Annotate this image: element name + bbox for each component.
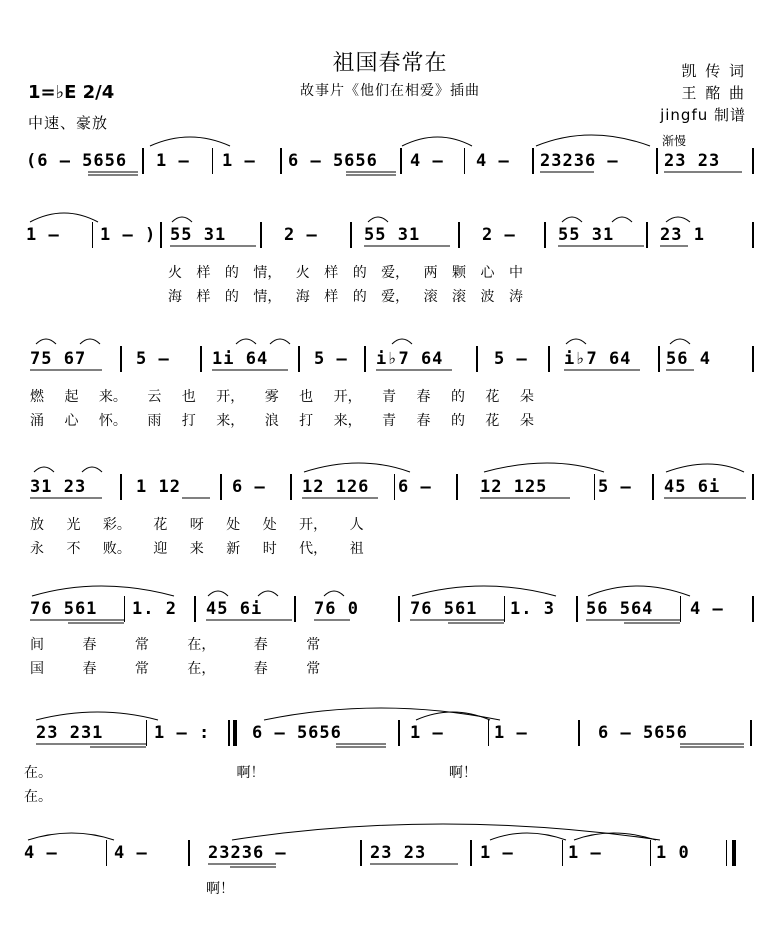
barline [646, 222, 648, 248]
barline [548, 346, 550, 372]
score-row-5 [24, 594, 756, 624]
barline [398, 720, 400, 746]
measure: 23236 – [540, 151, 619, 171]
barline [260, 222, 262, 248]
measure: 5 – [494, 349, 528, 369]
lyric-line: 涌 心 怀。 雨 打 来， 浪 打 来， 青 春 的 花 朵 [30, 413, 534, 429]
barline [350, 222, 352, 248]
barline [200, 346, 202, 372]
lyricist-credit: 凯 传 词 [681, 62, 746, 80]
barline [146, 720, 147, 746]
score-row-3 [24, 344, 756, 374]
barline [294, 596, 296, 622]
measure: 2 – [482, 225, 516, 245]
lyrics-verse-1 [24, 762, 756, 782]
barline [652, 474, 654, 500]
measure: i♭7 64 [376, 349, 444, 369]
measure: 1i 64 [212, 349, 269, 369]
score-row-4 [24, 472, 756, 502]
tie-arc [150, 137, 230, 146]
measure: 6 – 5656 [252, 723, 342, 743]
lyrics-verse-1 [24, 514, 756, 534]
lyric-line: 放 光 彩。 花 呀 处 处 开， 人 [30, 517, 364, 533]
barline [504, 596, 505, 622]
tie-arc [402, 137, 472, 146]
lyrics-verse-1 [24, 878, 756, 898]
measure: 5 – [314, 349, 348, 369]
barline [464, 148, 465, 174]
measure: 6 – 5656 [598, 723, 688, 743]
barline [458, 222, 460, 248]
lyrics-verse-2 [24, 286, 756, 306]
tie-arc [536, 135, 650, 146]
measure: i♭7 64 [564, 349, 632, 369]
song-subtitle: 故事片《他们在相爱》插曲 [300, 83, 480, 99]
measure: 45 6i [206, 599, 263, 619]
barline [364, 346, 366, 372]
barline [470, 840, 472, 866]
lyric-line: 啊！ [206, 881, 234, 897]
measure: 1 – ) [100, 225, 157, 245]
repeat-barline [233, 720, 237, 746]
barline [188, 840, 190, 866]
measure: 4 – [410, 151, 444, 171]
transcriber-credit: jingfu 制谱 [660, 106, 746, 124]
measure: 76 561 [30, 599, 98, 619]
barline [298, 346, 300, 372]
measure: 76 561 [410, 599, 478, 619]
measure: 12 125 [480, 477, 548, 497]
measure: 4 – [476, 151, 510, 171]
tie-arc [304, 463, 410, 472]
barline [120, 474, 122, 500]
measure: 1. 2 [132, 599, 177, 619]
measure: 1 12 [136, 477, 181, 497]
barline [220, 474, 222, 500]
measure: 23 231 [36, 723, 104, 743]
lyrics-verse-2 [24, 538, 756, 558]
measure: 76 0 [314, 599, 359, 619]
barline [680, 596, 681, 622]
barline [488, 720, 489, 746]
barline [656, 148, 658, 174]
measure: 31 23 [30, 477, 87, 497]
barline [194, 596, 196, 622]
lyric-line: 燃 起 来。 云 也 开， 雾 也 开， 青 春 的 花 朵 [30, 389, 534, 405]
barline [124, 596, 125, 622]
measure: 56 564 [586, 599, 654, 619]
barline [544, 222, 546, 248]
measure: 55 31 [558, 225, 615, 245]
barline [400, 148, 402, 174]
measure: 23 23 [664, 151, 721, 171]
lyrics-verse-2 [24, 410, 756, 430]
measure: 6 – 5656 [288, 151, 378, 171]
measure: 4 – [114, 843, 148, 863]
measure: 5 – [136, 349, 170, 369]
lyric-line: 国 春 常 在， 春 常 [30, 661, 321, 677]
barline [576, 596, 578, 622]
measure: 12 126 [302, 477, 370, 497]
barline [92, 222, 93, 248]
barline [752, 596, 754, 622]
barline [532, 148, 534, 174]
barline [212, 148, 213, 174]
measure: 6 – [398, 477, 432, 497]
score-row-1 [24, 146, 756, 176]
barline [120, 346, 122, 372]
measure: 23236 – [208, 843, 287, 863]
measure: 23 1 [660, 225, 705, 245]
barline [394, 474, 395, 500]
lyric-line: 永 不 败。 迎 来 新 时 代， 祖 [30, 541, 364, 557]
barline [752, 346, 754, 372]
tie-arc [666, 464, 744, 472]
measure: 1 – : [154, 723, 211, 743]
barline [476, 346, 478, 372]
barline [750, 720, 752, 746]
score-row-7 [24, 838, 756, 868]
measure: 55 31 [364, 225, 421, 245]
measure: 55 31 [170, 225, 227, 245]
barline [578, 720, 580, 746]
barline [280, 148, 282, 174]
measure: (6 – 5656 [26, 151, 128, 171]
measure: 6 – [232, 477, 266, 497]
measure: 1 – [222, 151, 256, 171]
tie-arc [484, 463, 604, 472]
measure: 1 – [480, 843, 514, 863]
measure: 1 0 [656, 843, 690, 863]
measure: 1 – [494, 723, 528, 743]
lyric-line: 在。 [24, 789, 52, 805]
measure: 1. 3 [510, 599, 555, 619]
barline [142, 148, 144, 174]
barline [360, 840, 362, 866]
measure: 5 – [598, 477, 632, 497]
barline [752, 222, 754, 248]
measure: 4 – [24, 843, 58, 863]
barline [562, 840, 563, 866]
barline [752, 474, 754, 500]
measure: 75 67 [30, 349, 87, 369]
final-barline [726, 840, 727, 866]
tempo-marking: 中速、豪放 [28, 114, 109, 132]
lyric-line: 海 样 的 情， 海 样 的 爱， 滚 滚 波 涛 [168, 289, 523, 305]
lyrics-verse-1 [24, 634, 756, 654]
score-row-2 [24, 220, 756, 250]
measure: 1 – [568, 843, 602, 863]
composer-credit: 王 酩 曲 [681, 84, 746, 102]
lyrics-verse-1 [24, 386, 756, 406]
measure: 1 – [156, 151, 190, 171]
barline [650, 840, 651, 866]
lyrics-verse-1 [24, 262, 756, 282]
measure: 45 6i [664, 477, 721, 497]
barline [106, 840, 107, 866]
measure: 23 23 [370, 843, 427, 863]
lyric-line: 在。 啊！ 啊！ [24, 765, 477, 781]
lyrics-verse-2 [24, 658, 756, 678]
score-row-6 [24, 718, 756, 748]
tempo-change-marking: 渐慢 [662, 134, 687, 148]
barline [456, 474, 458, 500]
barline [398, 596, 400, 622]
song-title: 祖国春常在 [332, 51, 448, 76]
barline [160, 222, 162, 248]
barline [228, 720, 230, 746]
measure: 56 4 [666, 349, 711, 369]
measure: 2 – [284, 225, 318, 245]
measure: 4 – [690, 599, 724, 619]
measure: 1 – [410, 723, 444, 743]
lyrics-verse-2 [24, 786, 756, 806]
lyric-line: 间 春 常 在， 春 常 [30, 637, 321, 653]
key-signature: 1=♭E 2/4 [28, 82, 115, 103]
barline [658, 346, 660, 372]
final-barline-thick [732, 840, 736, 866]
lyric-line: 火 样 的 情， 火 样 的 爱， 两 颗 心 中 [168, 265, 523, 281]
barline [594, 474, 595, 500]
barline [752, 148, 754, 174]
barline [290, 474, 292, 500]
measure: 1 – [26, 225, 60, 245]
